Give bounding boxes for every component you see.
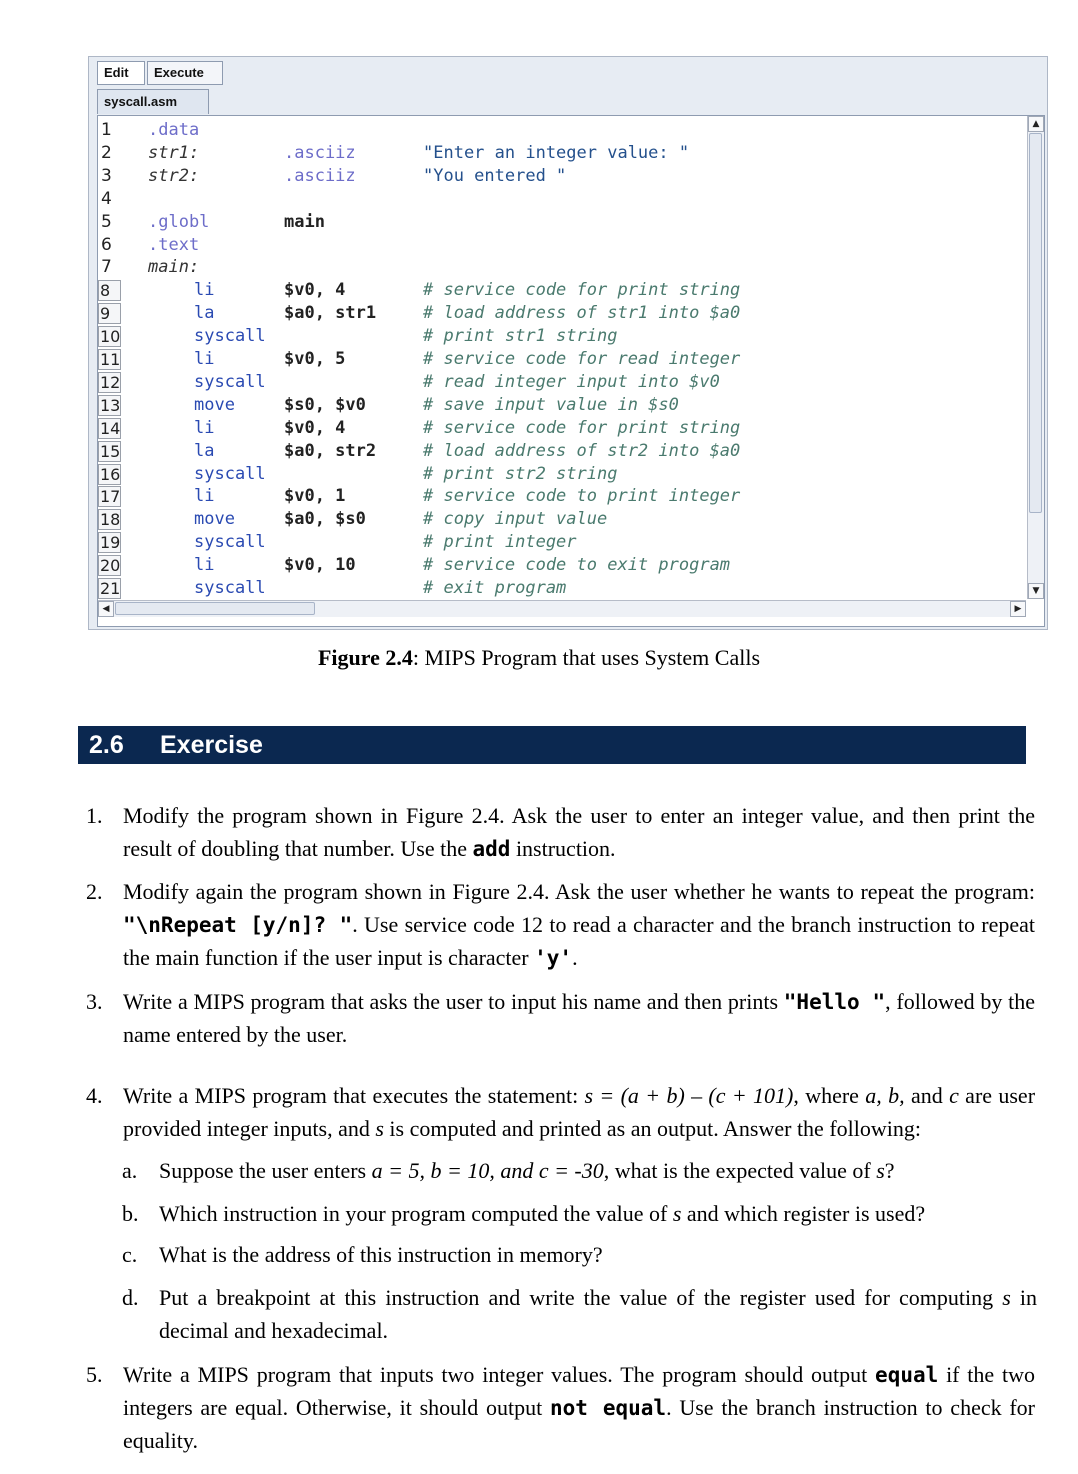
code-snippet: add: [472, 837, 511, 861]
line-number: 7: [101, 257, 112, 278]
code-instruction: li: [194, 555, 215, 576]
tab-edit[interactable]: Edit: [97, 61, 145, 85]
code-label: .text: [148, 234, 200, 255]
section-heading: [78, 726, 1026, 764]
exercise-text: Modify again the program shown in Figure 2.4. Ask the user whether he wants to repeat the program:: [123, 879, 1035, 904]
exercise-text: Put a breakpoint at this instruction and write the value of the register used for computing: [159, 1285, 1003, 1310]
code-label: str1:: [148, 142, 200, 163]
mars-editor-window: [88, 56, 1048, 630]
code-comment: # print integer: [423, 532, 577, 553]
line-number: 9: [98, 303, 121, 324]
line-number: 11: [100, 350, 121, 369]
scroll-up-arrow-icon[interactable]: ▲: [1028, 116, 1044, 132]
code-instruction: .asciiz: [284, 142, 356, 163]
line-number: 17: [100, 487, 121, 507]
code-operands: $v0, 4: [284, 417, 346, 438]
line-number: 10: [100, 327, 121, 347]
exercise-text: and: [904, 1083, 950, 1108]
line-number: 1: [101, 120, 112, 140]
exercise-text: .: [572, 945, 578, 970]
tab-execute[interactable]: Execute: [147, 61, 223, 85]
code-instruction: li: [194, 417, 215, 438]
list-letter: d.: [122, 1285, 139, 1310]
code-operands: $v0, 5: [284, 349, 346, 369]
exercise-text: is computed and printed as an output. Answer the following:: [383, 1116, 921, 1141]
code-instruction: syscall: [194, 371, 266, 392]
code-comment: # print str1 string: [423, 326, 618, 347]
code-area[interactable]: [98, 116, 1028, 599]
variable: c: [949, 1083, 959, 1108]
line-number: 12: [100, 372, 121, 392]
code-instruction: li: [194, 486, 215, 507]
code-instruction: .asciiz: [284, 165, 356, 186]
code-string: "Enter an integer value: ": [423, 142, 690, 163]
code-instruction: move: [194, 394, 235, 415]
exercise-text: . Use service code 12 to read a character and the branch instruction to repeat the main function if the user input is character: [123, 912, 1035, 970]
code-editor[interactable]: [97, 115, 1045, 627]
values: a = 5, b = 10, and c = -30: [371, 1158, 604, 1183]
line-number: 3: [101, 165, 112, 186]
list-letter: a.: [122, 1158, 138, 1183]
vertical-scroll-thumb[interactable]: [1029, 133, 1042, 513]
horizontal-scroll-thumb[interactable]: [115, 602, 315, 615]
code-string: "You entered ": [423, 165, 567, 186]
list-number: 3.: [86, 989, 103, 1014]
code-snippet: equal: [875, 1363, 939, 1387]
code-instruction: syscall: [194, 532, 266, 553]
code-operands: $v0, 4: [284, 280, 346, 301]
code-operands: $v0, 10: [284, 555, 356, 576]
exercise-text: Suppose the user enters: [159, 1158, 372, 1183]
code-comment: # service code to print integer: [423, 486, 741, 507]
code-comment: # copy input value: [423, 509, 608, 530]
variable: s: [672, 1201, 682, 1226]
line-number: 19: [100, 533, 121, 553]
line-number: 4: [101, 188, 112, 209]
line-number: 5: [101, 211, 112, 232]
list-number: 1.: [86, 803, 103, 828]
code-label: main:: [148, 257, 200, 278]
exercise-text: Write a MIPS program that executes the statement:: [123, 1083, 585, 1108]
code-snippet: not equal: [550, 1396, 667, 1420]
variable: a, b,: [865, 1083, 905, 1108]
line-number: 20: [100, 556, 121, 576]
code-instruction: syscall: [194, 578, 266, 598]
exercise-text: if the two integers are equal. Otherwise, it should output: [123, 1362, 1035, 1420]
line-number: 15: [100, 441, 121, 461]
line-number: 16: [100, 464, 121, 484]
code-comment: # load address of str1 into $a0: [423, 303, 741, 324]
caption-text: : MIPS Program that uses System Calls: [412, 645, 761, 670]
variable: s: [1002, 1285, 1011, 1310]
vertical-scrollbar[interactable]: [1027, 116, 1044, 599]
list-number: 5.: [86, 1362, 103, 1387]
caption-label: Figure 2.4: [317, 645, 413, 670]
code-label: .data: [148, 120, 200, 140]
code-instruction: move: [194, 509, 235, 530]
code-operands: $a0, str2: [284, 440, 377, 461]
code-snippet: 'y': [534, 946, 573, 970]
exercise-text: instruction.: [510, 836, 616, 861]
code-comment: # print str2 string: [423, 463, 618, 484]
code-comment: # service code for print string: [423, 417, 741, 438]
line-number: 14: [100, 418, 121, 438]
code-instruction: li: [194, 280, 215, 301]
figure-caption: [0, 645, 1078, 671]
scroll-down-arrow-icon[interactable]: ▼: [1028, 583, 1044, 599]
code-operands: $a0, str1: [284, 303, 377, 324]
code-instruction: li: [194, 349, 215, 369]
line-number: 21: [100, 579, 121, 598]
code-comment: # load address of str2 into $a0: [423, 440, 741, 461]
list-letter: b.: [122, 1201, 139, 1226]
line-number: 8: [98, 280, 121, 301]
code-comment: # service code for read integer: [423, 349, 741, 369]
list-letter: c.: [122, 1242, 138, 1267]
exercise-text: , where: [793, 1083, 866, 1108]
exercise-text: Which instruction in your program computed the value of: [159, 1201, 673, 1226]
code-instruction: la: [194, 440, 215, 461]
section-number: 2.6: [89, 731, 124, 759]
section-title: Exercise: [160, 731, 263, 759]
code-comment: # service code to exit program: [423, 555, 731, 576]
exercise-text: ?: [884, 1158, 895, 1183]
code-snippet: "Hello ": [783, 990, 886, 1014]
scroll-left-arrow-icon[interactable]: ◀: [98, 601, 114, 617]
code-instruction: la: [194, 303, 215, 324]
code-operands: $a0, $s0: [284, 509, 366, 530]
code-comment: # read integer input into $v0: [423, 371, 720, 392]
code-label: str2:: [148, 165, 200, 186]
code-comment: # service code for print string: [423, 280, 741, 301]
horizontal-scrollbar[interactable]: [98, 600, 1026, 617]
code-operands: $s0, $v0: [284, 394, 366, 415]
exercise-text: and which register is used?: [681, 1201, 926, 1226]
code-instruction: main: [284, 211, 325, 232]
code-snippet: "\nRepeat [y/n]? ": [123, 913, 353, 937]
list-number: 2.: [86, 879, 103, 904]
line-number: 18: [100, 510, 121, 530]
code-comment: # save input value in $s0: [423, 394, 679, 415]
variable: s: [375, 1116, 384, 1141]
exercise-text: What is the address of this instruction in memory?: [159, 1242, 603, 1267]
exercise-text: , followed by the name entered by the user.: [123, 989, 1035, 1047]
code-comment: # exit program: [423, 578, 567, 598]
list-number: 4.: [86, 1083, 103, 1108]
exercise-text: Modify the program shown in Figure 2.4. Ask the user to enter an integer value, and then print the result of doubling that number. Use the: [123, 803, 1035, 861]
exercise-text: Write a MIPS program that asks the user to input his name and then prints: [123, 989, 784, 1014]
line-number: 13: [100, 395, 121, 415]
exercise-text: in decimal and hexadecimal.: [159, 1285, 1037, 1343]
line-number: 6: [101, 234, 112, 255]
exercise-text: . Use the branch instruction to check for equality.: [123, 1395, 1036, 1453]
line-number: 2: [101, 142, 112, 163]
exercise-text: Write a MIPS program that inputs two integer values. The program should output: [123, 1362, 876, 1387]
exercise-text: , what is the expected value of: [603, 1158, 877, 1183]
code-operands: $v0, 1: [284, 486, 346, 507]
scroll-right-arrow-icon[interactable]: ▶: [1010, 601, 1026, 617]
file-tab-syscall-asm[interactable]: syscall.asm: [97, 89, 209, 114]
code-instruction: syscall: [194, 463, 266, 484]
variable: s: [876, 1158, 885, 1183]
code-label: .globl: [148, 211, 210, 232]
code-instruction: syscall: [194, 326, 266, 347]
formula: s = (a + b) – (c + 101): [584, 1083, 794, 1108]
exercise-text: are user provided integer inputs, and: [123, 1083, 1036, 1141]
